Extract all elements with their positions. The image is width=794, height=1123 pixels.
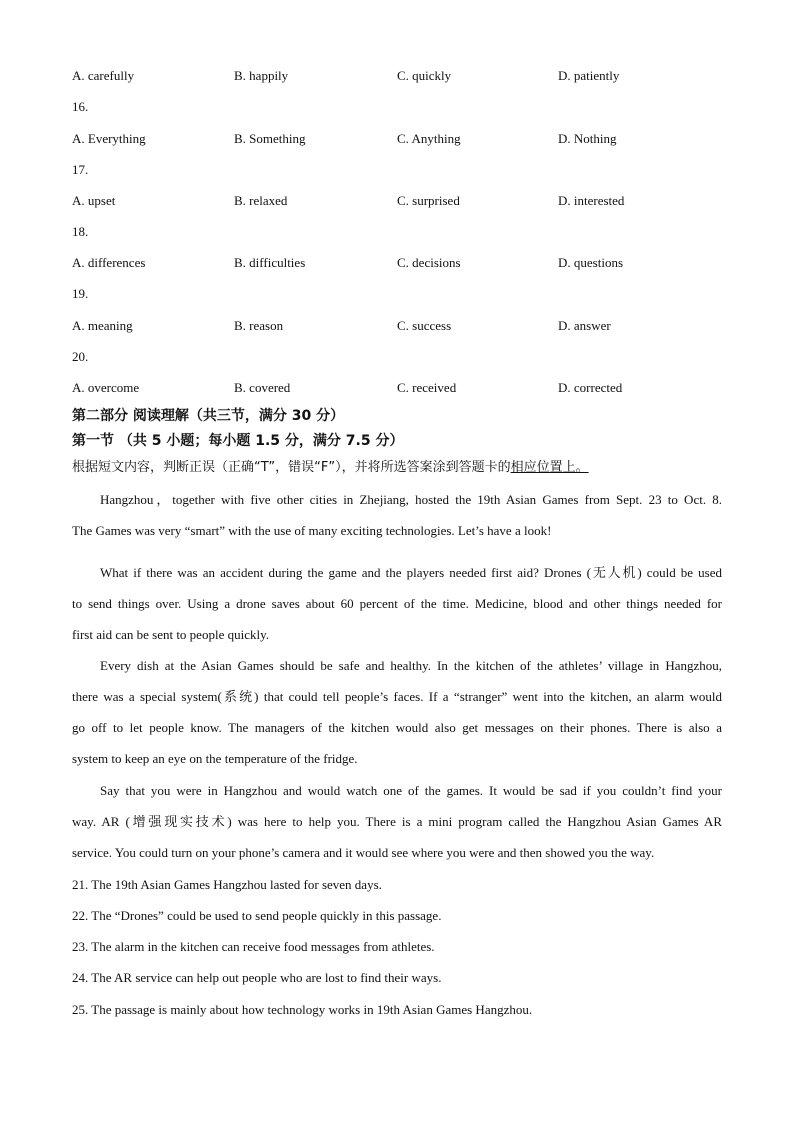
question-number-19: 19. — [72, 286, 89, 301]
option-b: B. Something — [234, 131, 306, 146]
passage-line: first aid can be sent to people quickly. — [72, 627, 269, 642]
options-row-20 — [72, 378, 752, 398]
passage-line: Say that you were in Hangzhou and would watch one of the games. It would be sad if you couldn’t find your — [100, 783, 722, 798]
option-d: D. corrected — [558, 380, 623, 395]
passage-line: The Games was very “smart” with the use of many exciting technologies. Let’s have a look! — [72, 523, 552, 538]
statement-23: 23. The alarm in the kitchen can receive food messages from athletes. — [72, 939, 435, 954]
passage-line: Hangzhou，together with five other cities in Zhejiang, hosted the 19th Asian Games from Sept. 23 to Oct. 8. — [100, 492, 722, 507]
option-b: B. reason — [234, 318, 284, 333]
option-d: D. patiently — [558, 68, 620, 83]
passage-paragraph-3 — [72, 656, 722, 780]
question-number-20: 20. — [72, 349, 89, 364]
option-d: D. answer — [558, 318, 611, 333]
option-c: C. Anything — [397, 131, 461, 146]
part-title: 第二部分 阅读理解（共三节，满分 30 分） — [72, 408, 345, 424]
options-row-17 — [72, 191, 752, 211]
passage-line: What if there was an accident during the game and the players needed first aid? Drones (无人机) could be used — [100, 565, 722, 580]
section-subtitle: 第一节 （共 5 小题；每小题 1.5 分，满分 7.5 分） — [72, 433, 404, 449]
instructions — [72, 458, 589, 478]
statement-24: 24. The AR service can help out people who are lost to find their ways. — [72, 970, 442, 985]
instruction-text: 根据短文内容，判断正误（正确“T”，错误“F”），并将所选答案涂到答题卡的 — [72, 460, 511, 475]
option-d: D. Nothing — [558, 131, 617, 146]
statement-25: 25. The passage is mainly about how technology works in 19th Asian Games Hangzhou. — [72, 1002, 533, 1017]
option-a: A. overcome — [72, 380, 140, 395]
option-a: A. differences — [72, 255, 146, 270]
instruction-underlined-text: 相应位置上。 — [510, 460, 589, 475]
option-d: D. interested — [558, 193, 625, 208]
passage-line: way. AR (增强现实技术) was here to help you. There is a mini program called the Hangzhou Asian Games AR — [72, 814, 722, 829]
statement-22: 22. The “Drones” could be used to send people quickly in this passage. — [72, 908, 442, 923]
options-row-19 — [72, 316, 752, 336]
option-b: B. covered — [234, 380, 291, 395]
option-b: B. relaxed — [234, 193, 288, 208]
option-a: A. Everything — [72, 131, 146, 146]
option-d: D. questions — [558, 255, 623, 270]
option-c: C. success — [397, 318, 452, 333]
option-b: B. happily — [234, 68, 289, 83]
passage-line: there was a special system(系统) that could tell people’s faces. If a “stranger” went into the kitchen, an alarm would — [72, 689, 722, 704]
question-number-17: 17. — [72, 162, 89, 177]
passage-paragraph-2 — [72, 563, 722, 656]
option-c: C. decisions — [397, 255, 461, 270]
passage-paragraph-4 — [72, 781, 722, 874]
passage-line: service. You could turn on your phone’s camera and it would see where you were and then showed you the way. — [72, 845, 655, 860]
option-c: C. quickly — [397, 68, 452, 83]
passage-line: system to keep an eye on the temperature of the fridge. — [72, 751, 358, 766]
option-b: B. difficulties — [234, 255, 306, 270]
passage-paragraph-1 — [72, 490, 722, 552]
options-row-18 — [72, 253, 752, 273]
option-a: A. upset — [72, 193, 116, 208]
option-a: A. carefully — [72, 68, 135, 83]
passage-line: to send things over. Using a drone saves about 60 percent of the time. Medicine, blood and other things needed for — [72, 596, 722, 611]
options-row-15 — [72, 66, 752, 86]
option-c: C. surprised — [397, 193, 460, 208]
options-row-16 — [72, 129, 752, 149]
option-a: A. meaning — [72, 318, 133, 333]
question-number-18: 18. — [72, 224, 89, 239]
statement-21: 21. The 19th Asian Games Hangzhou lasted for seven days. — [72, 877, 382, 892]
question-number-16: 16. — [72, 99, 89, 114]
passage-line: go off to let people know. The managers of the kitchen would also get messages on their phones. There is also a — [72, 720, 722, 735]
option-c: C. received — [397, 380, 457, 395]
passage-line: Every dish at the Asian Games should be safe and healthy. In the kitchen of the athletes’ village in Hangzhou, — [100, 658, 722, 673]
